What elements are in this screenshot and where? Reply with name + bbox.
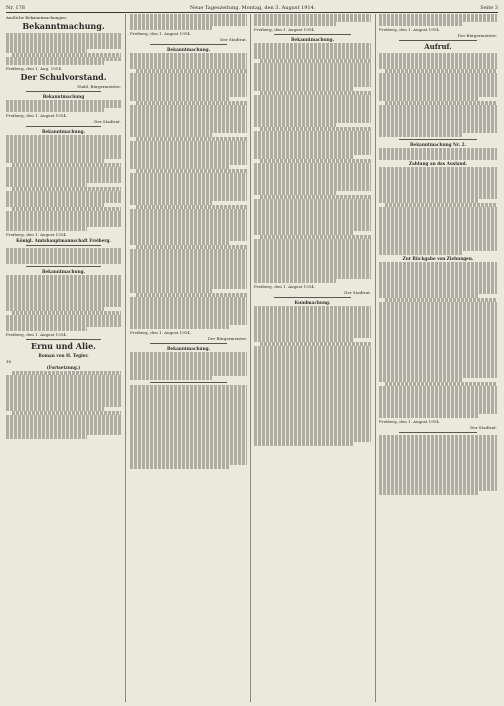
text-line [130, 26, 212, 30]
text-line [6, 108, 104, 112]
text-line [130, 465, 229, 469]
serial-number: 18 [6, 359, 12, 364]
column-4 [379, 14, 497, 495]
text-line [254, 442, 353, 446]
section-heading: Bekanntmachung Nr. 2. [410, 142, 466, 147]
section-heading: Bekanntmachung. [41, 129, 86, 134]
text-line [379, 133, 462, 137]
text-line [130, 376, 212, 380]
text-line [6, 227, 87, 231]
signature: Der Stadtrat. [94, 119, 121, 124]
column-1 [6, 14, 121, 439]
section-heading: Kundmachung. [294, 300, 331, 305]
dateline: Freiberg, den 1. August 1914. [254, 284, 316, 289]
page-header [6, 3, 498, 12]
dateline: Freiberg, den 1. August 1914. [130, 31, 192, 36]
section-heading: Bekanntmachung. [41, 269, 86, 274]
dateline: Freiberg, den 1. Aug. 1914. [6, 66, 63, 71]
serial-subtitle: Roman von H. Tegler. [38, 353, 89, 358]
signature: Der Stadtrat. [344, 290, 371, 295]
signature: Der Stadtrat. [220, 37, 247, 42]
section-separator [399, 139, 477, 140]
header-rule [6, 12, 498, 13]
page-number: Seite 3 [480, 4, 498, 11]
subsection-heading: Zahlung an das Ausland. [409, 161, 467, 166]
section-separator [399, 40, 477, 41]
section-heading: Bekanntmachung. [166, 47, 211, 52]
authority-name: Königl. Amtshauptmannschaft Freiberg. [16, 238, 111, 243]
issue-number: Nr. 178 [6, 4, 25, 11]
column-divider [125, 14, 126, 702]
section-separator [399, 432, 477, 433]
section-separator [274, 297, 351, 298]
section-separator [150, 343, 227, 344]
section-separator [26, 91, 101, 92]
serial-title: Ernu und Alie. [31, 341, 96, 351]
text-line [379, 156, 497, 160]
dateline: Freiberg, den 1. August 1914. [6, 232, 68, 237]
text-line [379, 251, 462, 255]
column-3 [254, 14, 371, 446]
article-title: Aufruf. [424, 42, 452, 51]
section-separator [26, 339, 101, 340]
section-separator [150, 44, 227, 45]
signature: Der Bürgermeister. [457, 33, 497, 38]
section-heading: Bekanntmachung. [290, 37, 335, 42]
text-line [379, 414, 479, 418]
dateline: Freiberg, den 1. August 1914. [379, 419, 441, 424]
text-line [6, 61, 104, 65]
official-label: Amtliche Bekanntmachungen. [6, 15, 68, 20]
column-divider [250, 14, 251, 702]
text-line [379, 491, 479, 495]
text-line [6, 435, 87, 439]
masthead-line: Neue Tageszeitung. Montag, den 3. August 1914. [189, 4, 316, 11]
column-divider [375, 14, 376, 702]
section-separator [150, 382, 227, 383]
dateline: Freiberg, den 1. August 1914. [130, 330, 192, 335]
serial-continuation: (Fortsetzung.) [46, 365, 81, 370]
text-line [254, 279, 336, 283]
text-line [379, 22, 462, 26]
section-separator [26, 126, 101, 127]
text-line [254, 22, 336, 26]
dateline: Freiberg, den 1. August 1914. [6, 332, 68, 337]
section-separator [26, 245, 101, 246]
dateline: Freiberg, den 1. August 1914. [379, 27, 441, 32]
article-title: Bekanntmachung. [22, 21, 105, 31]
text-line [6, 260, 121, 264]
text-line [6, 327, 87, 331]
text-line [130, 325, 229, 329]
signature: Der Bürgermeister. [207, 336, 247, 341]
dateline: Freiberg, den 1. August 1914. [254, 27, 316, 32]
signature-block: Der Schulvorstand. [20, 72, 107, 82]
signature: Der Stadtrat. [470, 425, 497, 430]
section-heading: Bekanntmachung [42, 94, 85, 99]
subsection-heading: Zur Rückgabe von Ziehungen. [402, 256, 474, 261]
signature: Stahl, Bürgermeister. [77, 84, 121, 89]
section-separator [26, 266, 101, 267]
dateline: Freiberg, den 1. August 1914. [6, 113, 68, 118]
section-heading: Bekanntmachung. [166, 346, 211, 351]
section-separator [274, 34, 351, 35]
column-2 [130, 14, 247, 469]
